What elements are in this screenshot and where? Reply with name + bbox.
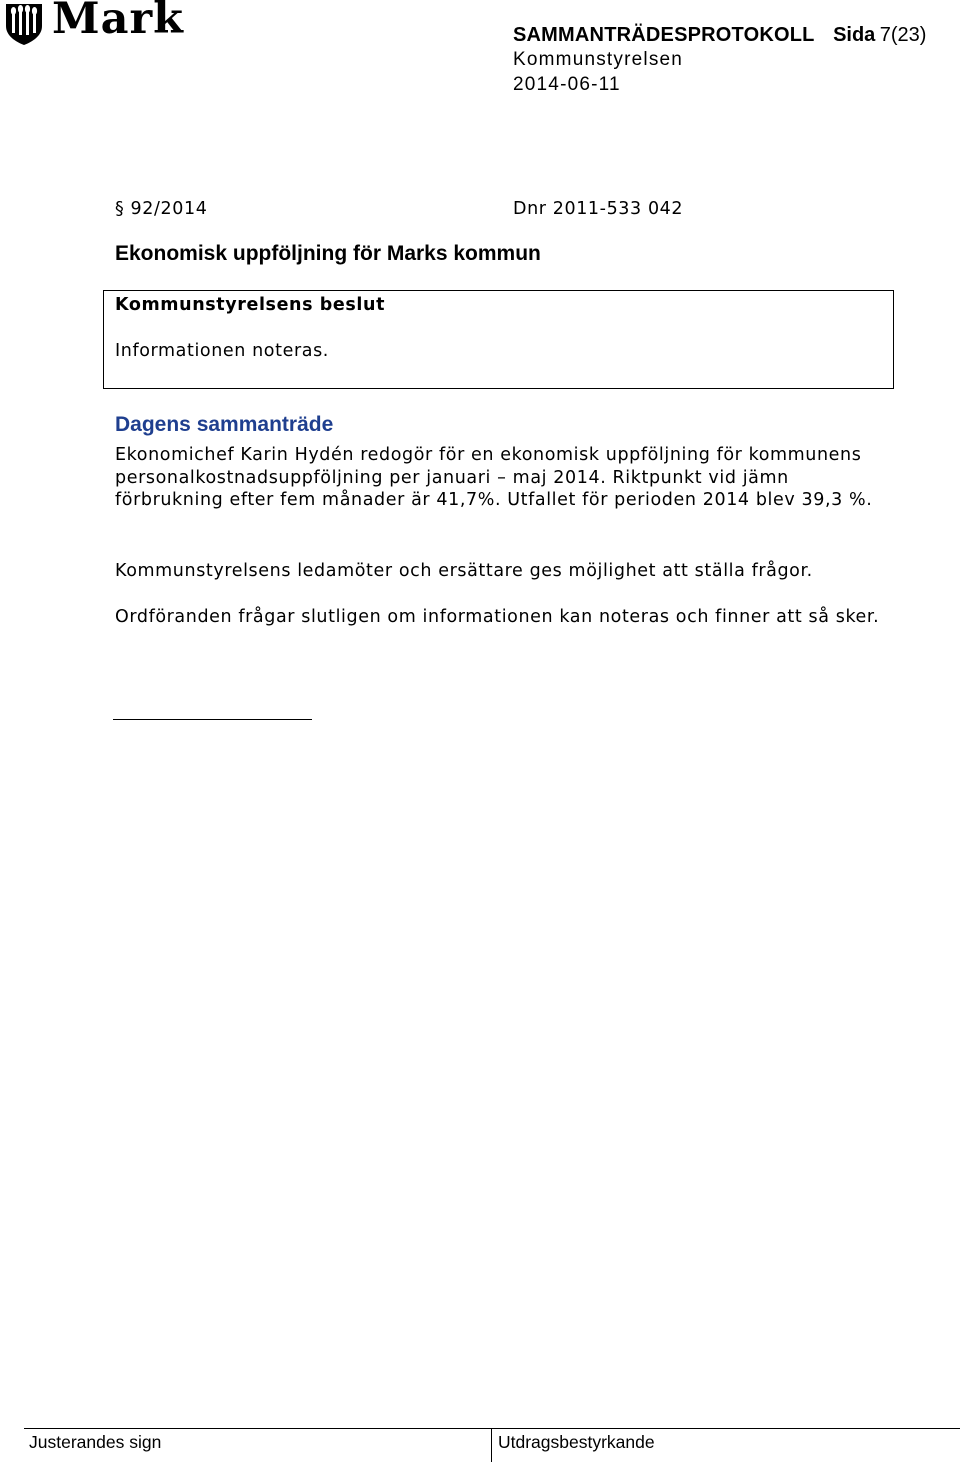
meeting-date: 2014-06-11 bbox=[513, 74, 621, 95]
meeting-paragraph: Kommunstyrelsens ledamöter och ersättare ges möjlighet att ställa frågor. bbox=[115, 561, 813, 581]
document-header bbox=[513, 24, 926, 97]
diary-number: Dnr 2011-533 042 bbox=[513, 199, 684, 219]
section-number bbox=[115, 199, 207, 219]
page-number: 7(23) bbox=[879, 24, 927, 46]
end-divider bbox=[113, 719, 312, 720]
coat-of-arms-icon bbox=[4, 2, 44, 46]
item-title: Ekonomisk uppföljning för Marks kommun bbox=[115, 242, 541, 265]
section-symbol: § bbox=[115, 199, 125, 219]
section-id: 92/2014 bbox=[130, 199, 208, 219]
meeting-paragraph: Ordföranden frågar slutligen om informationen kan noteras och finner att så sker. bbox=[115, 607, 880, 627]
page-label: Sida bbox=[833, 24, 876, 46]
meeting-paragraph: Ekonomichef Karin Hydén redogör för en ekonomisk uppföljning för kommunens personalkostnadsuppföljning per januari – maj 2014. Riktpunkt vid jämn förbrukning efter fem månader är 41,7%. Utfallet för perioden 2014 blev 39,3 %. bbox=[115, 445, 873, 510]
decision-heading: Kommunstyrelsens beslut bbox=[115, 295, 386, 315]
signature-label: Justerandes sign bbox=[29, 1432, 162, 1452]
certification-label: Utdragsbestyrkande bbox=[498, 1432, 655, 1452]
logo-wordmark: Mark bbox=[52, 0, 184, 44]
committee-name: Kommunstyrelsen bbox=[513, 49, 684, 70]
meeting-heading: Dagens sammanträde bbox=[115, 413, 334, 436]
municipality-logo bbox=[4, 2, 184, 50]
document-type: SAMMANTRÄDESPROTOKOLL bbox=[513, 24, 815, 46]
decision-text: Informationen noteras. bbox=[115, 341, 329, 361]
footer-rule bbox=[24, 1428, 960, 1429]
footer-divider bbox=[491, 1428, 492, 1462]
decision-box bbox=[103, 290, 894, 389]
